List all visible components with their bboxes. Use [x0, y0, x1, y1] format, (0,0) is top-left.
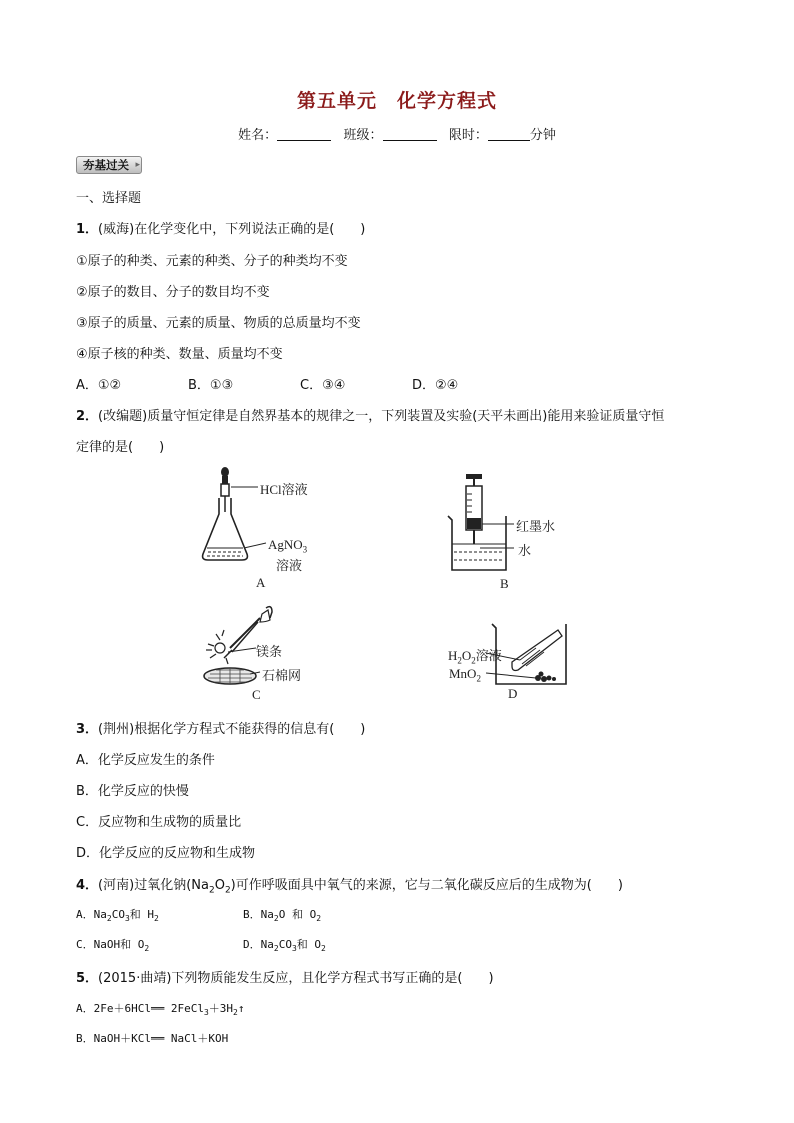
- q4-option-b: [243, 906, 321, 923]
- figure-c-label-bottom: 石棉网: [262, 668, 302, 683]
- q5a-part1: A．2Fe＋6HCl══ 2FeCl: [76, 1002, 204, 1015]
- q4-number: 4．: [76, 878, 99, 893]
- figure-d-letter: D: [508, 686, 518, 701]
- q4b-sub1: 2: [273, 914, 279, 924]
- q4-option-a: [76, 906, 159, 923]
- q3-option-c: C．反应物和生成物的质量比: [76, 815, 242, 830]
- q5-text: (2015·曲靖)下列物质能发生反应，且化学方程式书写正确的是( ): [98, 971, 494, 986]
- q4-option-d: [243, 936, 326, 953]
- name-label: 姓名：: [238, 128, 278, 143]
- q1-statement: ①原子的种类、元素的种类、分子的种类均不变: [76, 254, 348, 269]
- q5a-sub2: 2: [233, 1008, 238, 1018]
- q5-number: 5．: [76, 971, 99, 986]
- figure-a-label-bottom: 溶液: [276, 558, 303, 573]
- q3-option-d: D．化学反应的反应物和生成物: [76, 846, 256, 861]
- q4d-part3: 和 O: [296, 938, 322, 951]
- q1-statement: ③原子的质量、元素的质量、物质的总质量均不变: [76, 316, 361, 331]
- q4b-part2: O 和 O: [278, 908, 317, 921]
- figure-c-label-top: 镁条: [256, 644, 283, 659]
- figure-d-formula-sub1: 2: [457, 655, 462, 666]
- figure-d-mno-main: MnO: [449, 666, 477, 681]
- q4-text-1: (河南)过氧化钠(Na: [98, 878, 209, 893]
- figure-d-mno-sub: 2: [476, 673, 481, 684]
- q4a-sub1: 2: [106, 914, 112, 924]
- page-title: 第五单元 化学方程式: [296, 90, 497, 112]
- section-badge: 夯基过关 ▸: [76, 156, 142, 174]
- figure-d-label-bottom: [449, 666, 481, 684]
- q2-stem: [76, 405, 664, 424]
- time-label: 限时：: [448, 128, 488, 143]
- figure-a-label-top: HCl溶液: [260, 482, 308, 497]
- q1-text: (威海)在化学变化中，下列说法正确的是( ): [98, 222, 366, 237]
- name-blank: [277, 127, 331, 141]
- q3-stem: [76, 718, 365, 737]
- q5a-part3: ↑: [237, 1002, 245, 1015]
- q4a-part1: A．Na: [76, 908, 107, 921]
- figure-b-letter: B: [500, 576, 509, 591]
- q1-option-a: A．①②: [76, 378, 122, 393]
- figure-a-label-bottom-formula: [268, 537, 307, 555]
- q4-option-c: [76, 936, 149, 953]
- figure-d-label-top: [448, 645, 502, 666]
- figure-b-label-top: 红墨水: [516, 519, 556, 534]
- figure-a-formula-sub: 3: [302, 544, 308, 555]
- q4d-sub1: 2: [273, 944, 279, 954]
- q4d-sub2: 3: [291, 944, 297, 954]
- q5-stem: [76, 967, 494, 986]
- time-unit: 分钟: [529, 128, 556, 143]
- figure-a-letter: A: [256, 575, 266, 590]
- student-info-line: [0, 124, 794, 143]
- figure-b-beaker-syringe: [440, 472, 520, 578]
- figure-d-formula-o: O: [461, 648, 472, 663]
- q1-option-c: C．③④: [300, 378, 346, 393]
- q4b-part1: B．Na: [243, 908, 274, 921]
- q4d-sub3: 2: [321, 944, 326, 954]
- q1-statement: ④原子核的种类、数量、质量均不变: [76, 347, 283, 362]
- q4-sub-1: 2: [208, 885, 215, 896]
- q4-sub-2: 2: [224, 885, 231, 896]
- section-heading: 一、选择题: [76, 191, 142, 206]
- q4-text-3: )可作呼吸面具中氧气的来源，它与二氧化碳反应后的生成物为( ): [230, 878, 623, 893]
- q3-text: (荆州)根据化学方程式不能获得的信息有( ): [98, 722, 366, 737]
- q4a-part3: 和 H: [129, 908, 155, 921]
- q3-number: 3．: [76, 722, 99, 737]
- q1-number: 1．: [76, 222, 99, 237]
- q4d-part2: CO: [278, 938, 292, 951]
- class-label: 班级：: [343, 128, 383, 143]
- time-blank: [488, 127, 530, 141]
- class-blank: [383, 127, 437, 141]
- figure-c-letter: C: [252, 687, 261, 702]
- q5-option-a: [76, 1000, 245, 1017]
- q3-option-a: A．化学反应发生的条件: [76, 753, 215, 768]
- q4a-sub3: 2: [154, 914, 159, 924]
- q4d-part1: D．Na: [243, 938, 274, 951]
- q4-text-2: O: [214, 878, 225, 893]
- figure-d-formula-suffix: 溶液: [475, 648, 502, 663]
- q2-number: 2．: [76, 409, 99, 424]
- q1-statement: ②原子的数目、分子的数目均不变: [76, 285, 270, 300]
- q4b-sub2: 2: [316, 914, 322, 924]
- figure-d-formula-sub2: 2: [471, 655, 476, 666]
- figure-b-label-bottom: 水: [518, 543, 532, 558]
- q4c-sub1: 2: [144, 944, 150, 954]
- figure-d-formula-h: H: [448, 648, 458, 663]
- q4c-part1: C．NaOH和 O: [76, 938, 145, 951]
- figure-a-formula-main: AgNO: [268, 537, 303, 552]
- q4a-part2: CO: [111, 908, 125, 921]
- q4-stem: [76, 874, 623, 896]
- q2-stem-cont: 定律的是( ): [76, 440, 165, 455]
- q4a-sub2: 3: [124, 914, 130, 924]
- q1-option-b: B．①③: [188, 378, 234, 393]
- q3-option-b: B．化学反应的快慢: [76, 784, 189, 799]
- q5-option-b: B．NaOH＋KCl══ NaCl＋KOH: [76, 1032, 229, 1045]
- q5a-part2: ＋3H: [208, 1002, 234, 1015]
- q5a-sub1: 3: [203, 1008, 209, 1018]
- q2-text: (改编题)质量守恒定律是自然界基本的规律之一，下列装置及实验(天平未画出)能用来验证质量守恒: [98, 409, 665, 424]
- q1-stem: [76, 218, 365, 237]
- q1-option-d: D．②④: [412, 378, 459, 393]
